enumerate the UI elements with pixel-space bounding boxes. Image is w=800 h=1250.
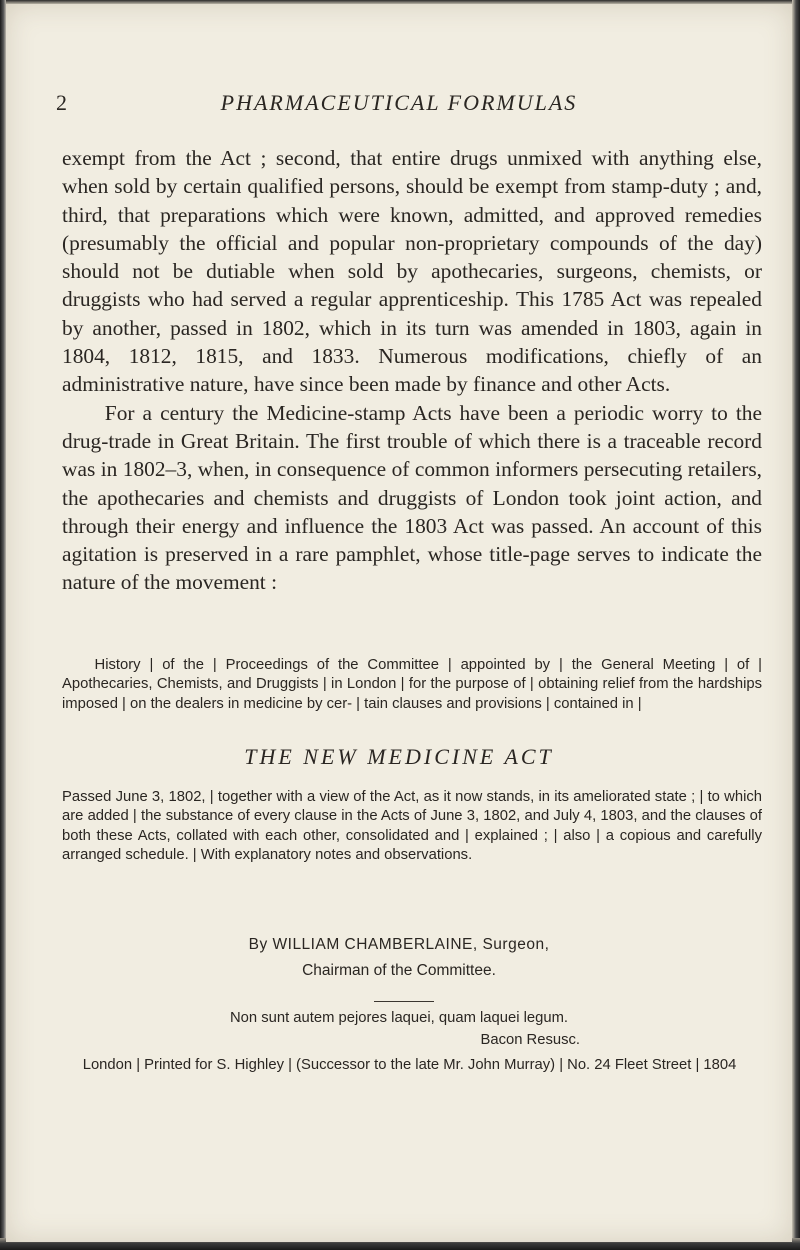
running-title: PHARMACEUTICAL FORMULAS	[220, 90, 578, 115]
motto: Non sunt autem pejores laquei, quam laquei legum.	[229, 1010, 569, 1026]
act-title: THE NEW MEDICINE ACT	[244, 744, 554, 769]
author-line: By WILLIAM CHAMBERLAINE, Surgeon,	[248, 936, 550, 953]
title-page-intro-text: History | of the | Proceedings of the Committee | appointed by | the General Meeting | of | Apothecaries, Chemists, and Druggists | in London | for the purpose of | obtaining relief from the hardships imposed | on the dealers in medicine by cer- | tain clauses and provisions | contained in |	[62, 657, 762, 712]
divider-rule	[374, 1001, 434, 1002]
byline	[6, 932, 792, 984]
motto-attribution: Bacon Resusc.	[480, 1032, 580, 1048]
running-head	[6, 88, 792, 118]
body-paragraph-1: exempt from the Act ; second, that entire drugs unmixed with anything else, when sold by certain qualified persons, should be exempt from stamp-duty ; and, third, that preparations which were known, admitted, and approved remedies (presumably the official and popular non-proprietary compounds of the day) should not be dutiable when sold by apothecaries, surgeons, chemists, or druggists who had served a regular apprenticeship. This 1785 Act was repealed by another, passed in 1802, which in its turn was amended in 1803, again in 1804, 1812, 1815, and 1833. Numerous modifications, chiefly of an administrative nature, have since been made by finance and other Acts.	[62, 146, 762, 397]
imprint	[62, 1056, 762, 1075]
body-text	[62, 144, 762, 597]
title-page-passed	[62, 788, 762, 866]
title-page-passed-text: Passed June 3, 1802, | together with a view of the Act, as it now stands, in its ameliorated state ; | to which are added | the substance of every clause in the Acts of June 3, 1802, and July 4, 1803, and the clauses of both these Acts, collated with each other, consolidated and | explained ; | also | a copious and carefully arranged schedule. | With explanatory notes and observations.	[62, 789, 762, 864]
book-page	[6, 4, 792, 1242]
body-paragraph-2: For a century the Medicine-stamp Acts have been a periodic worry to the drug-trade in Great Britain. The first trouble of which there is a traceable record was in 1802–3, when, in consequence of common informers persecuting retailers, the apothecaries and chemists and druggists of London took joint action, and through their energy and influence the 1803 Act was passed. An account of this agitation is preserved in a rare pamphlet, whose title-page serves to indicate the nature of the movement :	[62, 400, 762, 595]
scan-edge-right	[792, 0, 800, 1250]
title-page-intro	[62, 656, 762, 714]
page-number: 2	[56, 90, 67, 115]
author-role: Chairman of the Committee.	[302, 962, 496, 979]
imprint-text: London | Printed for S. Highley | (Successor to the late Mr. John Murray) | No. 24 Fleet Street | 1804	[82, 1057, 737, 1073]
